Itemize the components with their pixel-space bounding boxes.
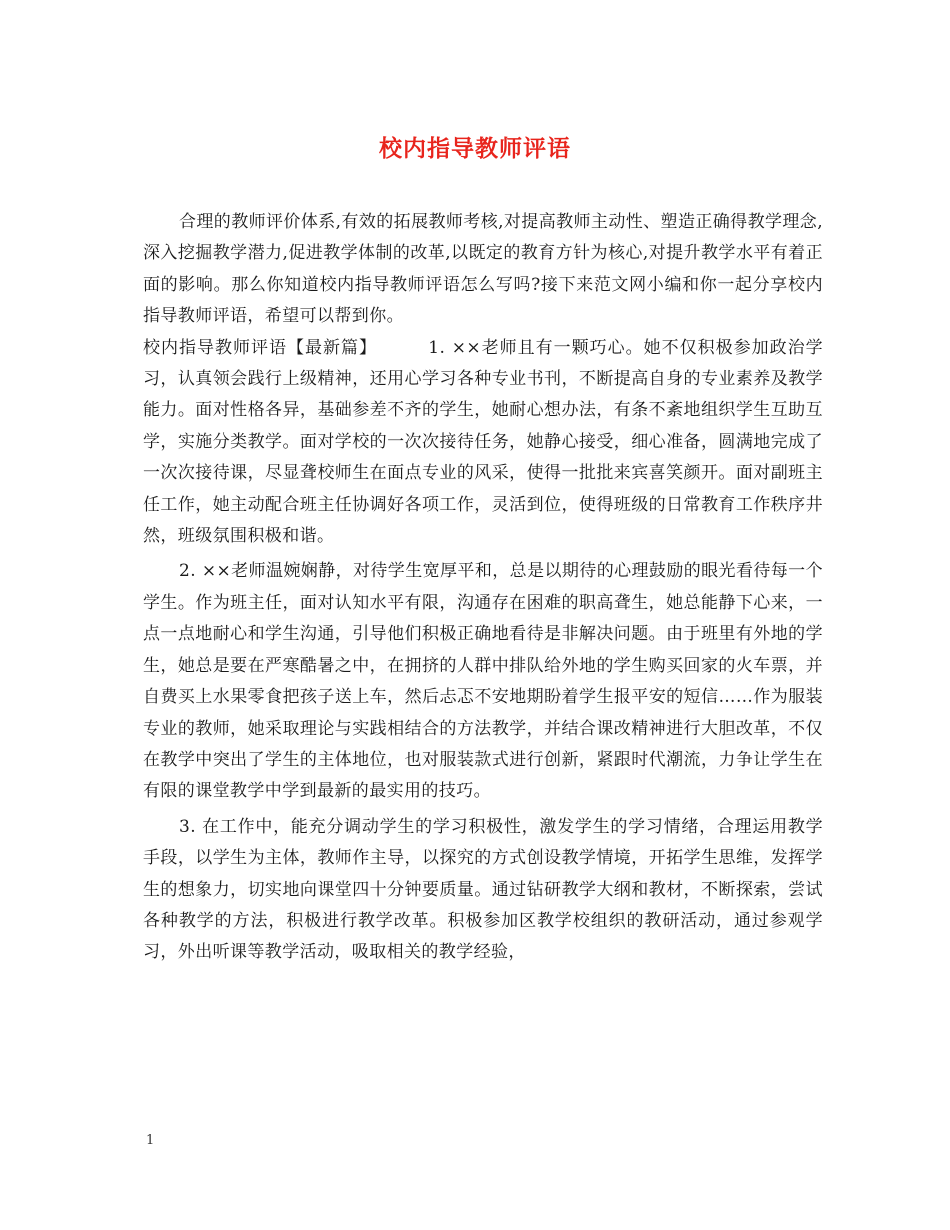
item-3-paragraph: 3. 在工作中，能充分调动学生的学习积极性，激发学生的学习情绪，合理运用教学手段，以学生为主体，教师作主导，以探究的方式创设教学情境，开拓学生思维，发挥学生的想象力，切实地向课堂四十分钟要质量。通过钻研教学大纲和教材，不断探索，尝试各种教学的方法，积极进行教学改革。积极参加区教学校组织的教研活动，通过参观学习，外出听课等教学活动，吸取相关的教学经验， xyxy=(143,816,823,963)
page-number: 1 xyxy=(146,1133,155,1148)
section-heading: 校内指导教师评语【最新篇】 xyxy=(143,337,378,358)
item-1-paragraph xyxy=(143,333,823,553)
item-1-text: 1. ××老师且有一颗巧心。她不仅积极参加政治学习，认真领会践行上级精神，还用心学习各种专业书刊，不断提高自身的专业素养及教学能力。面对性格各异，基础参差不齐的学生，她耐心想办法，有条不紊地组织学生互助互学，实施分类教学。面对学校的一次次接待任务，她静心接受，细心准备，圆满地完成了一次次接待课，尽显聋校师生在面点专业的风采，使得一批批来宾喜笑颜开。面对副班主任工作，她主动配合班主任协调好各项工作，灵活到位，使得班级的日常教育工作秩序井然，班级氛围积极和谐。 xyxy=(143,337,823,547)
intro-paragraph: 合理的教师评价体系,有效的拓展教师考核,对提高教师主动性、塑造正确得教学理念,深入挖掘教学潜力,促进教学体制的改革,以既定的教育方针为核心,对提升教学水平有着正面的影响。那么你知道校内指导教师评语怎么写吗?接下来范文网小编和你一起分享校内指导教师评语，希望可以帮到你。 xyxy=(143,212,823,327)
item-2-paragraph: 2. ××老师温婉娴静，对待学生宽厚平和，总是以期待的心理鼓励的眼光看待每一个学生。作为班主任，面对认知水平有限，沟通存在困难的职高聋生，她总能静下心来，一点一点地耐心和学生沟通，引导他们积极正确地看待是非解决问题。由于班里有外地的学生，她总是要在严寒酷暑之中，在拥挤的人群中排队给外地的学生购买回家的火车票，并自费买上水果零食把孩子送上车，然后忐忑不安地期盼着学生报平安的短信……作为服装专业的教师，她采取理论与实践相结合的方法教学，并结合课改精神进行大胆改革，不仅在教学中突出了学生的主体地位，也对服装款式进行创新，紧跟时代潮流，力争让学生在有限的课堂教学中学到最新的最实用的技巧。 xyxy=(143,561,823,802)
document-body xyxy=(143,207,823,969)
document-title: 校内指导教师评语 xyxy=(379,136,571,162)
